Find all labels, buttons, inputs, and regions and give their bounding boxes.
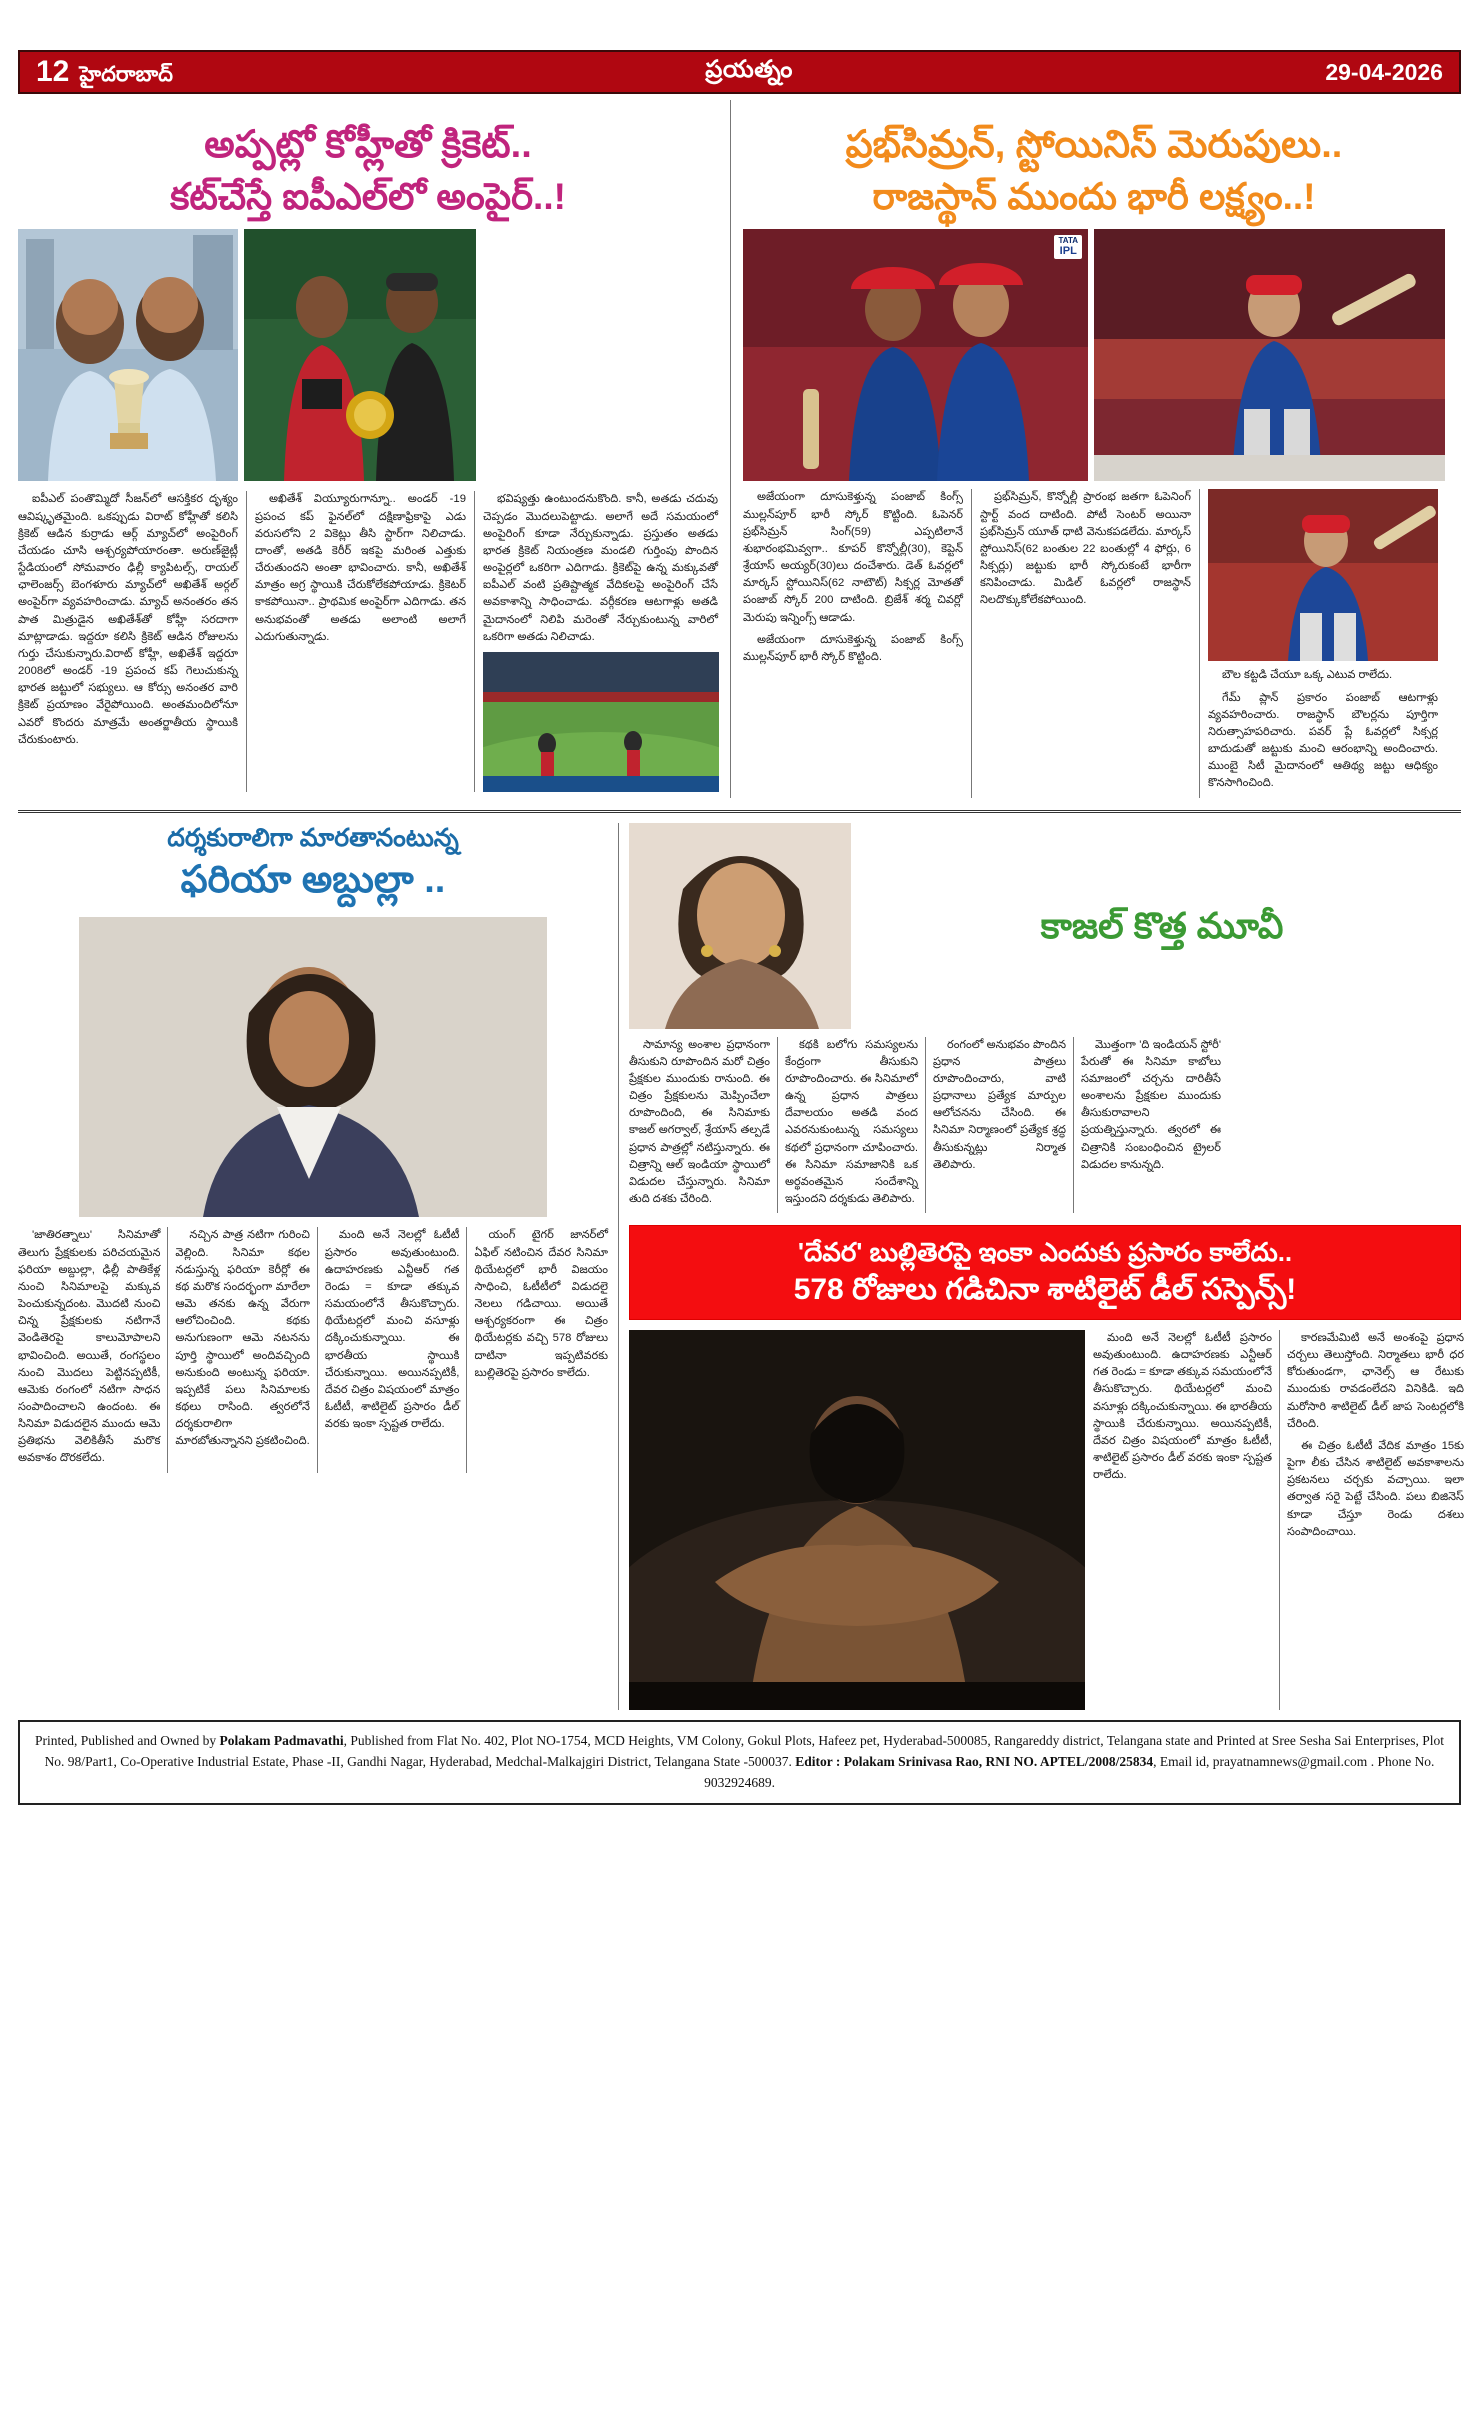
devara-banner — [629, 1225, 1461, 1320]
imprint-rni: , RNI NO. APTEL/2008/25834 — [978, 1753, 1154, 1769]
ipl-league: IPL — [1059, 244, 1077, 257]
imprint-lead: Printed, Published and Owned by — [34, 1732, 220, 1748]
imprint-address: , Published from Flat No. 402, Plot NO-1754, MCD Heights, VM Colony, Gokul Plots, Hafeez pet, Hyderabad-500085, Rangareddy district, Telangana state and Printed at Sree Sesha Sai Enterprises, Plot No. 98/Part1, Co-Operative Industrial Estate, Phase -II, Gandhi Nagar, Hyderabad, Medchal-Malkajgiri District, Telangana State -500037. — [44, 1732, 1445, 1769]
punjab-column-3 — [1199, 489, 1438, 797]
kajal-column-4 — [1073, 1037, 1221, 1214]
faria-column-3 — [317, 1227, 467, 1472]
faria-text-columns — [18, 1227, 608, 1472]
punjab-para-1: అజేయంగా దూసుకెళ్తున్న పంజాబ్ కింగ్స్ ముల్లన్‌పూర్ భారీ స్కోర్ కొట్టింది. ఓపెనర్ ప్రభ్‌సిమ్రన్ సింగ్(59) ఎప్పటిలానే శుభారంభమివ్వగా.. కూపర్ కొన్నోల్లీ(30), కెప్టెన్ శ్రేయాస్ అయ్యర్(30)లు దంచేశారు. డెత్ ఓవర్లలో మార్కస్ స్టోయినిస్(62 నాటౌట్) సిక్సర్ల మోతతో పంజాబ్ స్కోర్ 200 దాటింది. బ్రిజేశ్ శర్మ చివర్లో మెరుపు ఇన్నింగ్స్ ఆడాడు. — [743, 491, 963, 624]
kohli-photo-row — [18, 229, 718, 481]
publication-date: 29-04-2026 — [1325, 58, 1443, 85]
stoinis-batting-art — [1208, 489, 1438, 661]
page-number: 12 — [36, 55, 70, 88]
faria-para-3: మంది అనే నెలల్లో ఓటీటీ ప్రసారం అవుతుంటుంది. ఉదాహరణకు ఎన్టీఆర్ గత రెండు = కూడా తక్కువ సమయంలోనే తీసుకొచ్చారు. థియేటర్లలో మంచి వసూళ్లు దక్కించుకున్నాయి. ఈ భారతీయ స్థాయికి చేరుకున్నాయి. అయినప్పటికీ, దేవర చిత్రం విషయంలో మాత్రం ఓటీటీ, శాటిలైట్ ప్రసారం డీల్ వరకు ఇంకా స్పష్టత రాలేదు. — [324, 1229, 460, 1431]
edition-city: హైదరాబాద్ — [79, 63, 173, 86]
kajal-column-3 — [925, 1037, 1073, 1214]
newspaper-page — [0, 50, 1479, 2414]
faria-abdullah-art — [79, 917, 547, 1217]
kajal-para-3: రంగంలో అనుభవం పొందిన ప్రధాన పాత్రలు రూపొందించారు, వాటి ప్రధానాలు ప్రత్యేక మార్పుల ఆలోచనను చేసింది. ఈ సినిమా నిర్మాణంలో ప్రత్యేక శ్రద్ధ తీసుకున్నట్లు నిర్మాత తెలిపారు. — [933, 1038, 1066, 1171]
trophy-boys-art — [18, 229, 238, 481]
faria-para-1: 'జాతిరత్నాలు' సినిమాతో తెలుగు ప్రేక్షకులకు పరిచయమైన ఫరియా అబ్దుల్లా, ఢిల్లీ పాతికేళ్ల నుంచి సినిమాలపై మక్కువ పెంచుకున్నదంట. మొదటి నుంచి చిన్న ప్రేక్షకులకు నటిగానే వెండితెరపై కాలుమోపాలని భావించింది. అయితే, రంగస్థలం నుంచి మొదలు పెట్టినప్పటికీ, ఆమెకు రంగంలో నటిగా సాధన సంపాదించాలని ఉందంట. ఈ సినిమా విడుదలైన ముందు ఆమె ప్రతిభను వెలికితీసే మరొక అవకాశం దొరకలేదు. — [18, 1229, 161, 1465]
imprint-editor: Editor : Polakam Srinivasa Rao — [795, 1753, 979, 1769]
trophy-boys-photo — [18, 229, 238, 481]
kajal-aggarwal-photo — [629, 823, 851, 1029]
kohli-column-2 — [246, 491, 474, 791]
imprint-owner: Polakam Padmavathi — [219, 1732, 344, 1748]
stadium-field-art — [483, 652, 719, 792]
cinema-section — [18, 823, 1464, 1710]
devara-column-1 — [1093, 1330, 1279, 1710]
devara-jr-ntr-art — [629, 1330, 1085, 1710]
punjab-photo-row — [743, 229, 1445, 481]
punjab-caption-1: అజేయంగా దూసుకెళ్తున్న పంజాబ్ కింగ్స్ ముల్లన్‌పూర్ భారీ స్కోర్ కొట్టింది. — [743, 633, 963, 663]
kajal-para-4: మొత్తంగా 'ది ఇండియన్ స్టోరీ' పేరుతో ఈ సినిమా కాబోలు సమాజంలో చర్చను దారితీసే అంశాలను ప్రేక్షకుల ముందుకు తీసుకురావాలని ప్రయత్నిస్తున్నారు. త్వరలో ఈ చిత్రానికి సంబంధించిన ట్రైలర్ విడుదల కానున్నది. — [1081, 1038, 1221, 1171]
punjab-column-3-text — [1208, 667, 1438, 792]
batsman-shot-art — [1094, 229, 1445, 481]
ipl-sponsor: TATA — [1058, 236, 1079, 246]
kajal-headline-wrap — [863, 823, 1461, 1029]
devara-block — [629, 1330, 1464, 1710]
punjab-column-2 — [971, 489, 1199, 797]
story-kohli-umpire — [18, 100, 730, 798]
kohli-para-1: ఐపీఎల్ పంతొమ్మిదో సీజన్‌లో ఆసక్తికర దృశ్యం ఆవిష్కృతమైంది. ఒకప్పుడు విరాట్ కోహ్లీతో కలిసి క్రికెట్ ఆడిన కుర్రాడు ఆర్గ్ మ్యాచ్‌లో అంపైరింగ్ చేయడం చూసి ఆశ్చర్యపోయారంతా. అరుణ్‌జైట్లీ స్టేడియంలో సోమవారం ఢిల్లీ క్యాపిటల్స్, రాయల్ ఛాలెంజర్స్ బెంగళూరు మ్యాచ్‌లో అఖితేశ్ అర్గల్ అంపైర్‌గా వ్యవహరించాడు. మ్యాచ్ అనంతరం తన పాత మిత్రుడైన అఖితేశ్‌తో కోహ్లీ సరదాగా మాట్లాడాడు. ఇద్దరూ కలిసి క్రికెట్ ఆడిన రోజులను గుర్తు చేసుకున్నారు.విరాట్ కోహ్లీ, అఖితేశ్ ఇద్దరూ 2008లో అండర్ -19 ప్రపంచ కప్ గెలుచుకున్న భారత జట్టులో సభ్యులు. ఆ కోర్సు అనంతర వారి క్రికెట్ ప్రయాణం వేరైపోయింది. అంతమందిలోనూ ఎవరో కొందరు మాత్రమే అంతర్జాతీయ స్థాయికి చేరుకుంటారు. — [18, 493, 238, 746]
devara-jr-ntr-photo — [629, 1330, 1085, 1710]
punjab-headline-line1: ప్రభ్‌సిమ్రన్, స్టోయినిస్ మెరుపులు.. — [845, 124, 1343, 166]
batsman-shot-photo — [1094, 229, 1445, 481]
devara-banner-line2: 578 రోజులు గడిచినా శాటిలైట్ డీల్ సస్పెన్స్! — [793, 1272, 1297, 1306]
devara-column-2 — [1279, 1330, 1464, 1710]
kohli-headline-line2: కట్‌చేస్తే ఐపీఎల్‌లో అంపైర్..! — [170, 176, 566, 218]
kohli-umpire-art — [244, 229, 476, 481]
kajal-top-block — [629, 823, 1461, 1029]
imprint-email: , Email id, prayatnamnews@gmail.com — [1153, 1753, 1368, 1769]
paper-title: ప్రయత్నం — [705, 55, 793, 83]
kajal-text-columns — [629, 1037, 1461, 1214]
kohli-column-1 — [18, 491, 246, 791]
story-kajal-and-devara — [618, 823, 1464, 1710]
masthead-bar — [18, 50, 1461, 94]
faria-abdullah-photo — [79, 917, 547, 1217]
punjab-para-3: గేమ్ ప్లాన్ ప్రకారం పంజాబ్ ఆటగాళ్లు వ్యవహరించారు. రాజస్థాన్ బౌలర్లను పూర్తిగా నిరుత్సాహపరిచారు. పవర్ ప్లే ఓవర్లలో సిక్సర్ల బాదుడుతో జట్టుకు మంచి ఆరంభాన్ని అందించారు. ముంబై సిటీ మైదానంలో ఆతిథ్య జట్టు ఆధిక్యం కొనసాగించింది. — [1208, 691, 1438, 790]
kajal-column-1 — [629, 1037, 777, 1214]
imprint-phone: . Phone No. 9032924689. — [704, 1753, 1435, 1790]
kohli-column-3 — [474, 491, 718, 791]
devara-banner-line1: 'దేవర' బుల్లితెరపై ఇంకా ఎందుకు ప్రసారం కాలేదు.. — [797, 1237, 1293, 1268]
punjab-batsmen-photo — [743, 229, 1088, 481]
kohli-text-columns — [18, 491, 718, 791]
masthead-left — [36, 57, 173, 87]
faria-column-4 — [466, 1227, 608, 1472]
punjab-headline-line2: రాజస్థాన్ ముందు భారీ లక్ష్యం..! — [872, 176, 1316, 218]
kohli-para-3-wrap — [483, 491, 718, 645]
punjab-text-columns — [743, 489, 1445, 797]
faria-para-2: నచ్చిన పాత్ర నటిగా గురించి వెల్లింది. సినిమా కథల నడుస్తున్న ఫరియా కెరీర్లో ఈ కథ మరొక సందర్భంగా మారేలా ఆమె తనకు ఉన్న వేరుగా ఆలోచించింది. కథకు అనుగుణంగా ఆమె నటనను పూర్తి స్థాయిలో అందివచ్చింది అనుకుంది అంటున్న ఫరియా. ఇప్పటికే పలు సినిమాలకు కథలు రాసింది. త్వరలోనే దర్శకురాలిగా మారబోతున్నానని ప్రకటించింది. — [175, 1229, 310, 1448]
faria-headline-line1: దర్శకురాలిగా మారతానంటున్న — [167, 823, 459, 852]
ipl-badge — [1054, 235, 1082, 259]
kohli-para-3: భవిష్యత్తు ఉంటుందనుకొంది. కానీ, అతడు చదువు చెప్పడం మొదలుపెట్టాడు. అలాగే అదే సమయంలో అంపైరింగ్ కూడా నేర్చుకున్నాడు. ప్రస్తుతం అతడు భారత క్రికెట్ నియంత్రణ మండలి గుర్తింపు పొందిన అంపైర్లలో ఒకరిగా ఎదిగాడు. క్రికెట్‌పై ఉన్న మక్కువతో ఐపీఎల్ వంటి ప్రతిష్టాత్మక వేదికలపై అంపైరింగ్ చేసే అవకాశాన్ని సాధించాడు. వర్గీకరణ ఆటగాళ్లు అతడి మైదానంలో నిలిపి మరెంతో నేర్చుకుంటున్న వారిలో ఒకరిగా అతడు నిలిచాడు. — [483, 493, 718, 643]
devara-para-3: ఈ చిత్రం ఓటీటీ వేదిక మాత్రం 15కు పైగా లీకు చేసిన శాటిలైట్ అవకాశాలను ప్రకటనలు చర్చకు వచ్చాయి. ఇలా తర్వాత సరై పెట్టే చేసింది. పలు బిజినెస్ కూడా చేస్తూ రెండు దశలు సంపాదించాయి. — [1287, 1439, 1464, 1538]
story-punjab-kings — [730, 100, 1445, 798]
kajal-para-1: సామాన్య అంశాల ప్రధానంగా తీసుకుని రూపొందిన మరో చిత్రం ప్రేక్షకుల ముందుకు రానుంది. ఈ చిత్రం ప్రేక్షకులను మెప్పించేలా రూపొందింది, ఈ సినిమాకు కాజల్ అగర్వాల్, శ్రేయాస్ తల్పడే ప్రధాన పాత్రల్లో నటిస్తున్నారు. ఈ చిత్రాన్ని ఆల్ ఇండియా స్థాయిలో విడుదల చేస్తున్నారు. సినిమా తుది దశకు చేరింది. — [629, 1038, 770, 1205]
devara-text-columns — [1093, 1330, 1464, 1710]
punjab-batsmen-art — [743, 229, 1088, 481]
kajal-para-2: కథకి బలోగు సమస్యలను కేంద్రంగా తీసుకుని రూపొందించారు. ఈ సినిమాలో ఉన్న ప్రధాన పాత్రలు దేవాలయం అతడి వంద ఎవరనుకుంటున్న సమస్యలు కథలో ప్రధానంగా చూపించారు. ఈ సినిమా సమాజానికి ఒక అర్థవంతమైన సందేశాన్ని ఇస్తుందని దర్శకుడు తెలిపారు. — [785, 1038, 918, 1205]
punjab-para-2: ప్రభ్‌సిమ్రన్, కొన్నోల్లీ ప్రారంభ జతగా ఓపెనింగ్ స్టార్ట్ వంద దాటింది. పోటీ సెంటర్ అయినా ప్రభ్‌సిమ్రన్ యూత్ ధాటి వెనుకపడలేదు. మార్కస్ స్టోయినిస్(62 బంతుల 22 బంతుల్లో 4 ఫోర్లు, 6 సిక్సర్లు) జట్టుకు భారీ స్కోరుకంటే భారీగా కనిపించాడు. మిడిల్ ఓవర్లలో రాజస్థాన్ నిలదొక్కుకోలేకపోయింది. — [980, 491, 1191, 607]
devara-para-2: కారణమేమిటి అనే అంశంపై ప్రధాన చర్చలు తెలుస్తోంది. నిర్మాతలు భారీ ధర కోరుతుండగా, ఛానెల్స్ ఆ రేటుకు ముందుకు రావడంలేదని వినికిడి. ఇది మరోసారి శాటిలైట్ డీల్ జాప సెంటర్లలోకి చేరింది. — [1287, 1331, 1464, 1430]
faria-column-2 — [167, 1227, 317, 1472]
faria-headline-line2: ఫరియా అబ్దుల్లా .. — [180, 859, 446, 902]
kajal-aggarwal-art — [629, 823, 851, 1029]
punjab-column-1 — [743, 489, 971, 797]
punjab-caption-2: బౌల కట్టడి చేయూ ఒక్క ఎటువ రాలేదు. — [1222, 669, 1393, 682]
kajal-column-2 — [777, 1037, 925, 1214]
kohli-para-2: అఖితేశ్ వియ్యూరుగాన్నూ.. అండర్ -19 ప్రపంచ కప్ ఫైనల్‌లో దక్షిణాఫ్రికాపై ఎడు వరుసలోని 2 వికెట్లు తీసి స్టార్‌గా నిలిచాడు. దాంతో, అతడి కెరీర్ ఇకపై మరింత ఎత్తుకు చేరుతుందని అంతా భావించారు. కానీ, అఖితేశ్ మాత్రం అగ్ర స్థాయికి చేరుకోలేకపోయాడు. క్రికెటర్ కాకపోయినా.. ప్రాథమిక అంపైర్‌గా ఎదిగాడు. తన అనుభవంతో అతడు అలాంటి అలాగే ఎదుగుతున్నాడు. — [255, 493, 466, 643]
kohli-umpire-photo — [244, 229, 476, 481]
sports-section — [18, 100, 1461, 798]
imprint-box — [18, 1720, 1461, 1805]
faria-para-4: యంగ్ టైగర్ జానర్‌లో ఏఫిల్ నటించిన దేవర సినిమా థియేటర్లలో భారీ విజయం సాధించి, ఓటీటీలో విడుదలై నెలలు గడిచాయి. అయితే ఆశ్చర్యకరంగా ఈ చిత్రం థియేటర్లకు వచ్చి 578 రోజులు దాటినా ఇప్పటివరకు బుల్లితెరపై ప్రసారం కాలేదు. — [474, 1229, 608, 1379]
kajal-headline: కాజల్ కొత్త మూవీ — [1040, 904, 1284, 946]
section-divider-1 — [18, 810, 1461, 813]
faria-column-1 — [18, 1227, 167, 1472]
devara-para-1: మంది అనే నెలల్లో ఓటీటీ ప్రసారం అవుతుంటుంది. ఉదాహరణకు ఎన్టీఆర్ గత రెండు = కూడా తక్కువ సమయంలోనే తీసుకొచ్చారు. థియేటర్లలో మంచి వసూళ్లు దక్కించుకున్నాయి. ఈ భారతీయ స్థాయికి చేరుకున్నాయి. అయినప్పటికీ, దేవర చిత్రం విషయంలో మాత్రం ఓటీటీ, శాటిలైట్ ప్రసారం డీల్ వరకు ఇంకా స్పష్టత రాలేదు. — [1093, 1331, 1272, 1482]
kohli-headline-line1: అప్పట్లో కోహ్లీతో క్రికెట్.. — [204, 124, 532, 166]
stoinis-batting-photo — [1208, 489, 1438, 661]
stadium-field-photo — [483, 652, 719, 792]
story-faria — [18, 823, 618, 1710]
